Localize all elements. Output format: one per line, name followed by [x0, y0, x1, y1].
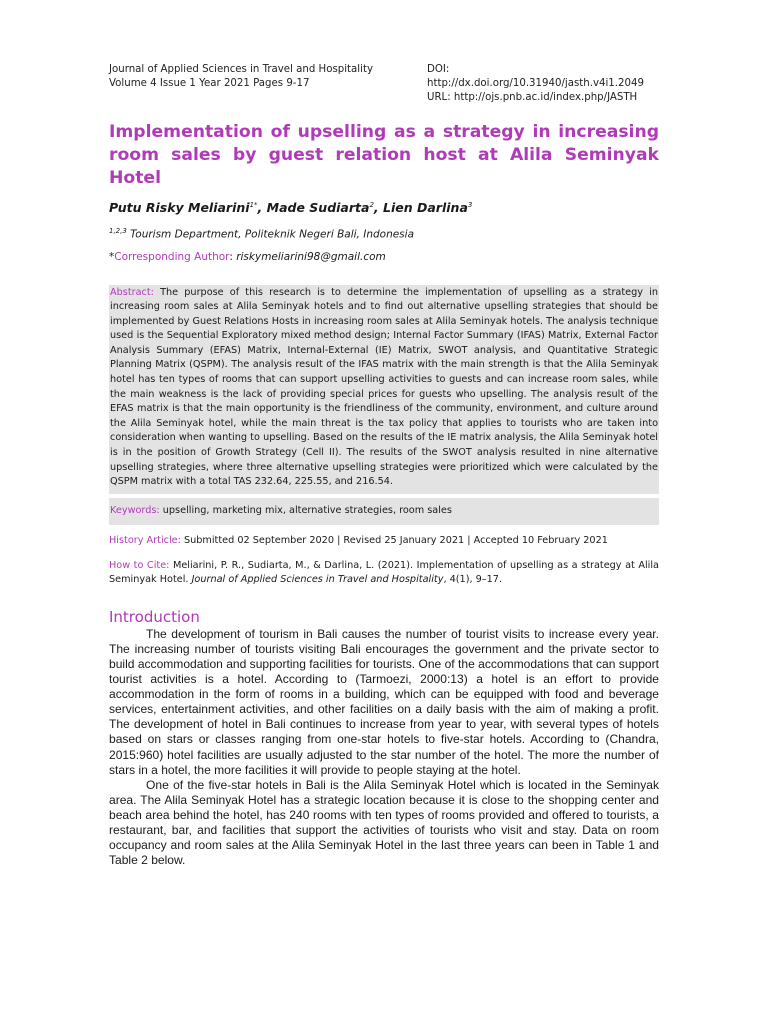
author-list — [109, 200, 659, 215]
cite-journal: Journal of Applied Sciences in Travel and Hospitality — [191, 573, 444, 585]
journal-info — [109, 63, 409, 105]
keywords-label: Keywords: — [110, 504, 160, 516]
cite-tail: , 4(1), 9–17. — [443, 573, 503, 585]
abstract-text: The purpose of this research is to determine the implementation of upselling as a strategy in increasing room sales at Alila Seminyak hotels and to find out alternative upselling strategies that should be implemented by Guest Relations Hosts in increasing room sales at Alila Seminyak hotels. The analysis technique used is the Sequential Exploratory mixed method design; Internal Factor Summary (IFAS) Matrix, External Factor Analysis Summary (EFAS) Matrix, Internal-External (IE) Matrix, SWOT analysis, and Quantitative Strategic Planning Matrix (QSPM). The analysis result of the IFAS matrix with the main strength is that the Alila Seminyak hotel has ten types of rooms that can support upselling activities to guests and can increase room sales, while the main weakness is the lack of providing special prices for guests who upselling. The analysis result of the EFAS matrix is that the main opportunity is the friendliness of the community, environment, and culture around the Alila Seminyak hotel, while the main threat is the tax policy that applies to tourists who are taken into consideration when wanting to upselling. Based on the results of the IE matrix analysis, the Alila Seminyak hotel is in the position of Growth Strategy (Cell II). The results of the SWOT analysis resulted in nine alternative upselling strategies, where three alternative upselling strategies were prioritized which were calculated by the QSPM matrix with a total TAS 232.64, 225.55, and 216.54. — [110, 286, 658, 488]
article-history — [109, 534, 659, 548]
abstract-label: Abstract: — [110, 286, 154, 298]
paragraph: The development of tourism in Bali causes the number of tourist visits to increase every year. The increasing number of tourists visiting Bali encourages the government and the private sector to build accommodation and supporting facilities for tourists. One of the accommodations that can support tourist activities is a hotel. According to (Tarmoezi, 2000:13) a hotel is an effort to provide accommodation in the form of rooms in a building, which can be equipped with food and beverage services, entertainment activities, and other facilities on a daily basis with the aim of making a profit. The development of hotel in Bali continues to increase from year to year, with several types of hotels based on stars or classes ranging from one-star hotels to five-star hotels. According to (Chandra, 2015:960) hotel facilities are usually adjusted to the star number of the hotel. The more the number of stars in a hotel, the more facilities it will provide to people staying at the hotel. — [109, 626, 659, 777]
history-label: History Article: — [109, 534, 181, 546]
history-text: Submitted 02 September 2020 | Revised 25 January 2021 | Accepted 10 February 2021 — [180, 534, 608, 546]
journal-volume: Volume 4 Issue 1 Year 2021 Pages 9-17 — [109, 78, 310, 89]
journal-url[interactable]: URL: http://ojs.pnb.ac.id/index.php/JASTH — [427, 92, 638, 103]
corresponding-email[interactable]: riskymeliarini98@gmail.com — [236, 250, 386, 263]
corresponding-author — [109, 251, 659, 263]
author-name: Made Sudiarta — [266, 200, 370, 215]
author-mark: 1* — [249, 200, 258, 209]
author-separator: , — [257, 200, 267, 215]
keywords-text: upselling, marketing mix, alternative strategies, room sales — [159, 504, 452, 516]
paragraph: One of the five-star hotels in Bali is the Alila Seminyak Hotel which is located in the Seminyak area. The Alila Seminyak Hotel has a strategic location because it is close to the shopping center and beach area behind the hotel, has 240 rooms with ten types of rooms provided and offered to tourists, a restaurant, bar, and facilities that support the activities of tourists who visit and stay. Data on room occupancy and room sales at the Alila Seminyak Hotel in the last three years can been in Table 1 and Table 2 below. — [109, 777, 659, 868]
author-name: Putu Risky Meliarini — [109, 200, 250, 215]
paper-page — [109, 63, 659, 868]
affiliation — [109, 227, 659, 241]
paper-title: Implementation of upselling as a strategy in increasing room sales by guest relation host at Alila Seminyak Hotel — [109, 122, 659, 188]
author-separator: , — [373, 200, 384, 215]
corresponding-star: * — [109, 250, 115, 263]
affiliation-text: Tourism Department, Politeknik Negeri Bali, Indonesia — [126, 228, 415, 241]
corresponding-label: Corresponding Author — [114, 250, 230, 263]
author-mark: 2 — [369, 200, 374, 209]
keywords-box — [109, 498, 659, 525]
affiliation-marks: 1,2,3 — [109, 227, 127, 235]
cite-label: How to Cite: — [109, 559, 170, 571]
author-mark: 3 — [467, 200, 473, 209]
section-heading-introduction: Introduction — [109, 607, 200, 626]
introduction-body — [109, 627, 659, 869]
journal-header — [109, 63, 659, 105]
cite-text: Meliarini, P. R., Sudiarta, M., & Darlina, L. (2021). Implementation of upselling as a strategy at Alila Seminyak Hotel. — [109, 559, 659, 585]
corresponding-separator: : — [229, 250, 237, 263]
abstract-box — [109, 285, 659, 494]
how-to-cite — [109, 559, 659, 587]
author-name: Lien Darlina — [383, 200, 468, 215]
journal-links — [427, 63, 659, 105]
journal-name: Journal of Applied Sciences in Travel and Hospitality — [109, 64, 373, 75]
doi-link[interactable]: DOI: http://dx.doi.org/10.31940/jasth.v4i1.2049 — [427, 64, 644, 89]
